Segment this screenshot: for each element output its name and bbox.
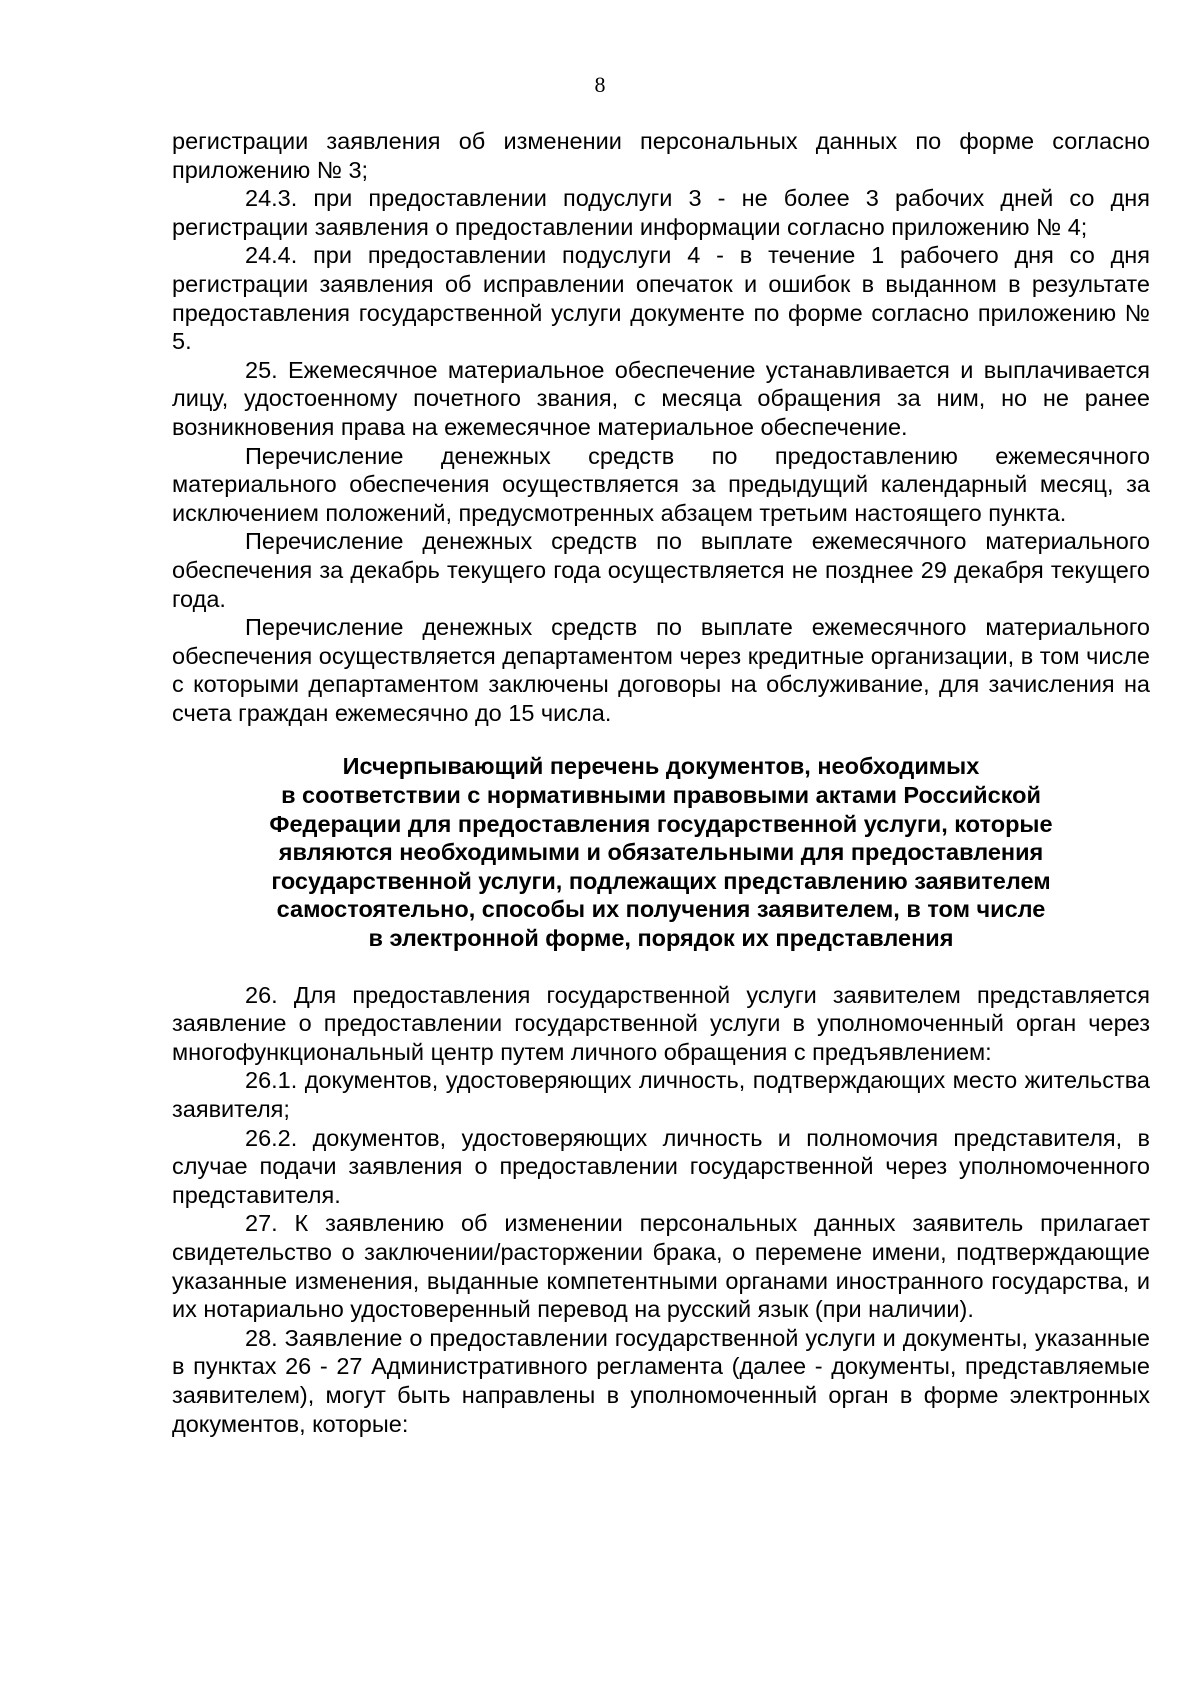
paragraph: регистрации заявления об изменении персональных данных по форме согласно приложению № 3; — [172, 128, 1150, 183]
paragraph: 28. Заявление о предоставлении государственной услуги и документы, указанные в пунктах 26 - 27 Административного регламента (далее - документы, представляемые заявителем), могут быть направлены в уполномоченный орган в форме электронных документов, которые: — [172, 1324, 1150, 1437]
heading-line: в электронной форме, порядок их представления — [368, 925, 954, 952]
document-body — [172, 127, 1150, 1438]
heading-line: в соответствии с нормативными правовыми актами Российской — [281, 782, 1041, 809]
paragraph: 25. Ежемесячное материальное обеспечение устанавливается и выплачивается лицу, удостоенному почетного звания, с месяца обращения за ним, но не ранее возникновения права на ежемесячное материальное обеспечение. — [172, 356, 1150, 440]
paragraph: Перечисление денежных средств по выплате ежемесячного материального обеспечения осуществляется департаментом через кредитные организации, в том числе с которыми департаментом заключены договоры на обслуживание, для зачисления на счета граждан ежемесячно до 15 числа. — [172, 614, 1150, 726]
paragraph: 26.1. документов, удостоверяющих личность, подтверждающих место жительства заявителя; — [172, 1067, 1150, 1122]
paragraph: 24.3. при предоставлении подуслуги 3 - не более 3 рабочих дней со дня регистрации заявления о предоставлении информации согласно приложению № 4; — [172, 185, 1150, 240]
heading-line: Исчерпывающий перечень документов, необходимых — [342, 753, 980, 780]
paragraph: Перечисление денежных средств по выплате ежемесячного материального обеспечения за декабрь текущего года осуществляется не позднее 29 декабря текущего года. — [172, 528, 1150, 612]
paragraph: 26. Для предоставления государственной услуги заявителем представляется заявление о предоставлении государственной услуги в уполномоченный орган через многофункциональный центр путем личного обращения с предъявлением: — [172, 981, 1150, 1065]
paragraph: 26.2. документов, удостоверяющих личность и полномочия представителя, в случае подачи заявления о предоставлении государственной через уполномоченного представителя. — [172, 1124, 1150, 1208]
heading-line: государственной услуги, подлежащих представлению заявителем — [271, 867, 1051, 894]
heading-line: Федерации для предоставления государственной услуги, которые — [269, 810, 1053, 837]
paragraph: 24.4. при предоставлении подуслуги 4 - в течение 1 рабочего дня со дня регистрации заявления об исправлении опечаток и ошибок в выданном в результате предоставления государственной услуги документе по форме согласно приложению № 5. — [172, 242, 1150, 355]
paragraph: Перечисление денежных средств по предоставлению ежемесячного материального обеспечения осуществляется за предыдущий календарный месяц, за исключением положений, предусмотренных абзацем третьим настоящего пункта. — [172, 442, 1150, 526]
heading-line: являются необходимыми и обязательными для предоставления — [278, 839, 1044, 866]
paragraph: 27. К заявлению об изменении персональных данных заявитель прилагает свидетельство о заключении/расторжении брака, о перемене имени, подтверждающие указанные изменения, выданные компетентными органами иностранного государства, и их нотариально удостоверенный перевод на русский язык (при наличии). — [172, 1210, 1150, 1323]
heading-line: самостоятельно, способы их получения заявителем, в том числе — [276, 896, 1046, 923]
page-number: 8 — [594, 72, 606, 97]
section-heading — [172, 752, 1150, 952]
